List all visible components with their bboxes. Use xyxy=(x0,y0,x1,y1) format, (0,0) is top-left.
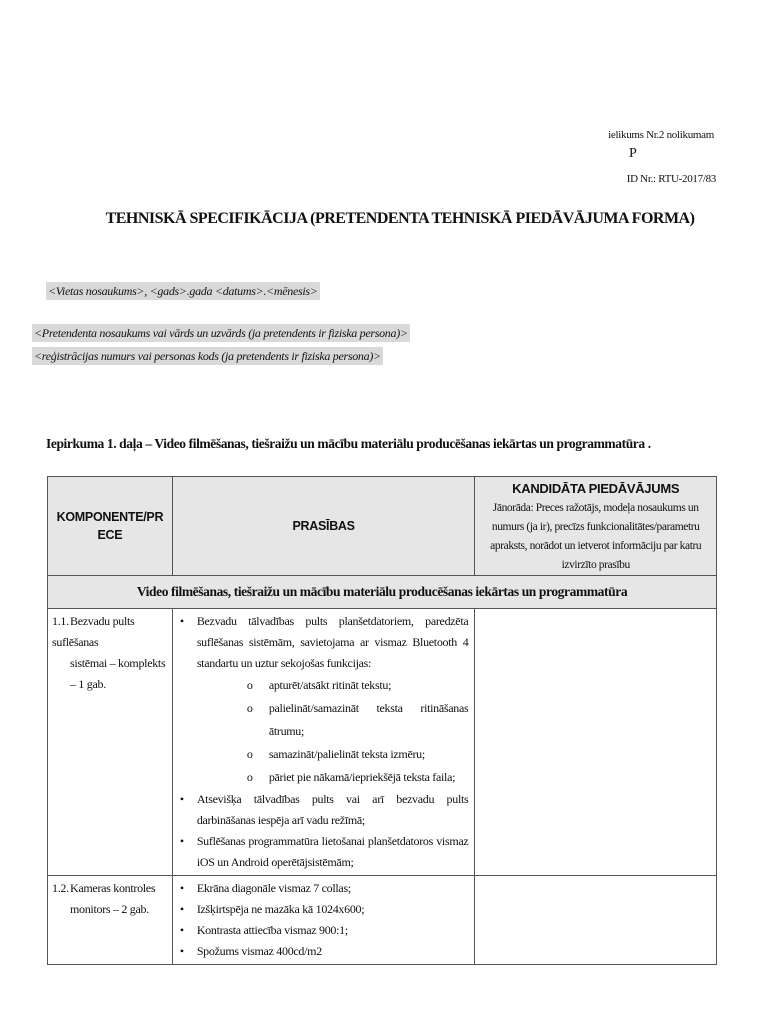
row-properties xyxy=(172,876,475,965)
section-title: Video filmēšanas, tiešraižu un mācību materiālu producēšanas iekārtas un programmatūra xyxy=(48,576,717,609)
row-component xyxy=(48,609,173,876)
list-item: • Izšķirtspēja ne mazāka kā 1024x600; xyxy=(177,899,469,920)
row-candidate-offer[interactable] xyxy=(475,609,717,876)
place-date-placeholder: <Vietas nosaukums>, <gads>.gada <datums>.<mēnesis> xyxy=(48,284,318,298)
list-item xyxy=(177,611,469,789)
document-title: TEHNISKĀ SPECIFIKĀCIJA (PRETENDENTA TEHNISKĀ PIEDĀVĀJUMA FORMA) xyxy=(105,210,695,227)
row-name-first: Kameras kontroles xyxy=(70,881,156,895)
row-number: 1.1. xyxy=(52,614,69,628)
row-component-first-line xyxy=(52,611,168,653)
header-candidate-label: KANDIDĀTA PIEDĀVĀJUMS xyxy=(512,481,680,496)
header-candidate-description: Jānorāda: Preces ražotājs, modeļa nosaukums un numurs (ja ir), precīzs funkcionalitātes/parametru apraksts, norādot un ietverot informāciju par katru izvirzīto prasību xyxy=(490,502,702,571)
list-item: • Ekrāna diagonāle vismaz 7 collas; xyxy=(177,878,469,899)
header-component-label: KOMPONENTE/PRECE xyxy=(56,510,164,542)
requirements-list xyxy=(177,611,469,873)
list-item: • Spožums vismaz 400cd/m2 xyxy=(177,941,469,962)
list-item: o samazināt/palielināt teksta izmēru; xyxy=(247,743,469,766)
header-candidate xyxy=(475,477,717,576)
requirements-list xyxy=(177,878,469,962)
header-letter: P xyxy=(629,146,637,161)
pretendent-id-line xyxy=(32,347,383,365)
pretendent-name-placeholder: <Pretendenta nosaukums vai vārds un uzvārds (ja pretendents ir fiziska persona)> xyxy=(34,326,408,340)
row-number: 1.2. xyxy=(52,881,69,895)
section-row xyxy=(48,576,717,609)
header-component xyxy=(48,477,173,576)
table-header-row xyxy=(48,477,717,576)
row-properties xyxy=(172,609,475,876)
list-item: o apturēt/atsākt ritināt tekstu; xyxy=(247,674,469,697)
row-name-rest: monitors – 2 gab. xyxy=(70,902,149,916)
specification-table xyxy=(47,476,717,965)
procurement-part-title: Iepirkuma 1. daļa – Video filmēšanas, tiešraižu un mācību materiālu producēšanas iekārtas un programmatūra . xyxy=(46,436,651,451)
requirement-text: Bezvadu tālvadības pults planšetdatoriem, paredzēta suflēšanas sistēmām, savietojama ar vismaz Bluetooth 4 standartu un uztur sekojošas funkcijas: xyxy=(196,614,469,670)
sub-requirements-list xyxy=(197,674,469,789)
list-item: • Atsevišķa tālvadības pults vai arī bezvadu pults darbināšanas iespēja arī vadu režīmā; xyxy=(177,789,469,831)
list-item: o pāriet pie nākamā/iepriekšējā teksta faila; xyxy=(247,766,469,789)
row-candidate-offer[interactable] xyxy=(475,876,717,965)
document-id: ID Nr.: RTU-2017/83 xyxy=(626,173,716,185)
place-date-line xyxy=(46,282,320,300)
row-name-rest: sistēmai – komplekts – 1 gab. xyxy=(70,656,166,691)
row-component-first-line xyxy=(52,878,168,899)
list-item: • Kontrasta attiecība vismaz 900:1; xyxy=(177,920,469,941)
row-component xyxy=(48,876,173,965)
list-item: o palielināt/samazināt teksta ritināšanas ātrumu; xyxy=(247,697,469,743)
annex-reference: ielikums Nr.2 nolikumam xyxy=(608,129,714,141)
table-row xyxy=(48,876,717,965)
row-name-first: Bezvadu pults suflēšanas xyxy=(52,614,135,649)
list-item: • Suflēšanas programmatūra lietošanai planšetdatoros vismaz iOS un Android operētājsistēmām; xyxy=(177,831,469,873)
table-row xyxy=(48,609,717,876)
header-properties xyxy=(172,477,475,576)
header-properties-label: PRASĪBAS xyxy=(292,519,355,533)
pretendent-id-placeholder: <reģistrācijas numurs vai personas kods (ja pretendents ir fiziska persona)> xyxy=(34,349,381,363)
pretendent-name-line xyxy=(32,324,410,342)
